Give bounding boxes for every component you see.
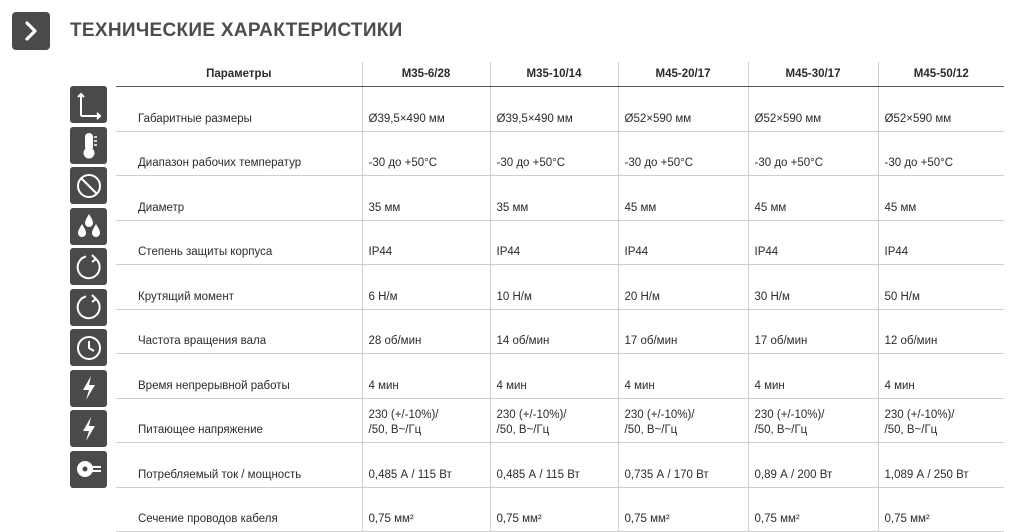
parameter-label: Частота вращения вала xyxy=(116,309,362,354)
table-header-row xyxy=(116,62,1004,87)
clock-icon xyxy=(70,329,107,366)
page-title: ТЕХНИЧЕСКИЕ ХАРАКТЕРИСТИКИ xyxy=(70,20,403,41)
table-row xyxy=(116,131,1004,176)
parameter-value: 10 Н/м xyxy=(490,265,618,310)
cable-icon xyxy=(70,451,107,488)
parameter-value: 230 (+/-10%)/ /50, В~/Гц xyxy=(748,398,878,443)
column-header-parameters: Параметры xyxy=(116,62,362,87)
parameter-label: Питающее напряжение xyxy=(116,398,362,443)
parameter-value: 4 мин xyxy=(362,354,490,399)
parameter-label: Время непрерывной работы xyxy=(116,354,362,399)
parameter-value: 50 Н/м xyxy=(878,265,1004,310)
parameter-value: 230 (+/-10%)/ /50, В~/Гц xyxy=(878,398,1004,443)
parameter-value: 4 мин xyxy=(748,354,878,399)
parameter-label: Диапазон рабочих температур xyxy=(116,131,362,176)
column-header-model: М35-10/14 xyxy=(490,62,618,87)
parameter-value: 230 (+/-10%)/ /50, В~/Гц xyxy=(490,398,618,443)
parameter-value: Ø52×590 мм xyxy=(878,87,1004,132)
parameter-value: IP44 xyxy=(878,220,1004,265)
parameter-value: Ø39,5×490 мм xyxy=(490,87,618,132)
parameter-label: Габаритные размеры xyxy=(116,87,362,132)
rotation-icon xyxy=(70,248,107,285)
parameter-value: 230 (+/-10%)/ /50, В~/Гц xyxy=(618,398,748,443)
parameter-value: 35 мм xyxy=(362,176,490,221)
parameter-value: 4 мин xyxy=(490,354,618,399)
parameter-value: 30 Н/м xyxy=(748,265,878,310)
table-row xyxy=(116,354,1004,399)
header xyxy=(12,12,403,50)
parameter-value: Ø52×590 мм xyxy=(748,87,878,132)
parameter-value: -30 до +50°C xyxy=(490,131,618,176)
column-header-model: М35-6/28 xyxy=(362,62,490,87)
parameter-value: 0,735 А / 170 Вт xyxy=(618,443,748,488)
thermometer-icon xyxy=(70,127,107,164)
column-header-model: М45-20/17 xyxy=(618,62,748,87)
parameter-value: 12 об/мин xyxy=(878,309,1004,354)
column-header-model: М45-50/12 xyxy=(878,62,1004,87)
parameter-value: 35 мм xyxy=(490,176,618,221)
parameter-value: 0,75 мм² xyxy=(618,487,748,532)
parameter-value: 17 об/мин xyxy=(748,309,878,354)
parameter-value: 20 Н/м xyxy=(618,265,748,310)
table-row xyxy=(116,265,1004,310)
parameter-value: -30 до +50°C xyxy=(748,131,878,176)
parameter-value: 45 мм xyxy=(748,176,878,221)
parameter-label: Сечение проводов кабеля xyxy=(116,487,362,532)
parameter-value: 45 мм xyxy=(878,176,1004,221)
parameter-value: 0,485 А / 115 Вт xyxy=(490,443,618,488)
water-drops-icon xyxy=(70,208,107,245)
parameter-value: 4 мин xyxy=(618,354,748,399)
parameter-value: 230 (+/-10%)/ /50, В~/Гц xyxy=(362,398,490,443)
table-row xyxy=(116,87,1004,132)
table-row xyxy=(116,176,1004,221)
table-row xyxy=(116,309,1004,354)
parameter-value: 28 об/мин xyxy=(362,309,490,354)
rotation-speed-icon xyxy=(70,289,107,326)
parameter-label: Степень защиты корпуса xyxy=(116,220,362,265)
column-header-model: М45-30/17 xyxy=(748,62,878,87)
parameter-value: 0,75 мм² xyxy=(748,487,878,532)
parameter-value: 4 мин xyxy=(878,354,1004,399)
parameter-value: IP44 xyxy=(362,220,490,265)
table-row xyxy=(116,220,1004,265)
parameter-value: 17 об/мин xyxy=(618,309,748,354)
chevron-right-icon[interactable] xyxy=(12,12,50,50)
parameter-value: 6 Н/м xyxy=(362,265,490,310)
dimensions-icon xyxy=(70,86,107,123)
parameter-value: -30 до +50°C xyxy=(618,131,748,176)
parameter-value: 0,75 мм² xyxy=(490,487,618,532)
parameter-value: 0,485 А / 115 Вт xyxy=(362,443,490,488)
parameter-value: Ø39,5×490 мм xyxy=(362,87,490,132)
table-row xyxy=(116,487,1004,532)
parameter-value: -30 до +50°C xyxy=(878,131,1004,176)
parameter-value: IP44 xyxy=(618,220,748,265)
table-row xyxy=(116,398,1004,443)
parameter-value: 45 мм xyxy=(618,176,748,221)
parameter-value: 0,75 мм² xyxy=(878,487,1004,532)
parameter-value: 0,89 А / 200 Вт xyxy=(748,443,878,488)
parameter-label: Диаметр xyxy=(116,176,362,221)
parameter-value: IP44 xyxy=(490,220,618,265)
diameter-icon xyxy=(70,167,107,204)
parameter-value: 0,75 мм² xyxy=(362,487,490,532)
parameter-label: Крутящий момент xyxy=(116,265,362,310)
parameter-value: Ø52×590 мм xyxy=(618,87,748,132)
specifications-table xyxy=(116,62,1004,532)
table-row xyxy=(116,443,1004,488)
parameter-label: Потребляемый ток / мощность xyxy=(116,443,362,488)
lightning-icon xyxy=(70,370,107,407)
parameter-value: 1,089 А / 250 Вт xyxy=(878,443,1004,488)
parameter-value: IP44 xyxy=(748,220,878,265)
lightning-power-icon xyxy=(70,410,107,447)
parameter-value: -30 до +50°C xyxy=(362,131,490,176)
parameter-value: 14 об/мин xyxy=(490,309,618,354)
